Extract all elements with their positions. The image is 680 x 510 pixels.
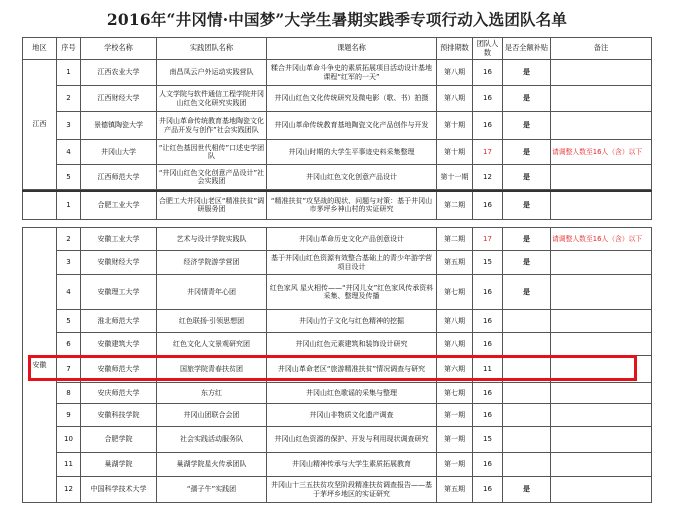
cell-team: 国旅学院青春扶贫团 <box>157 356 267 383</box>
cell-note: 请调整人数至16人（含）以下 <box>551 140 652 165</box>
cell-topic: “精准扶贫”攻坚战的现状、问题与对策：基于井冈山市茅坪乡神山村的实证研究 <box>267 191 437 219</box>
cell-period: 第十期 <box>437 112 473 140</box>
cell-topic: 井冈山竹子文化与红色精神的挖掘 <box>267 310 437 333</box>
cell-note <box>551 310 652 333</box>
cell-full: 是 <box>503 228 551 251</box>
cell-no: 11 <box>57 453 81 477</box>
cell-topic: 井冈山红色文化创意产品设计 <box>267 165 437 190</box>
cell-no: 4 <box>57 140 81 165</box>
cell-note <box>551 251 652 275</box>
table-row <box>23 86 652 112</box>
cell-full: 是 <box>503 191 551 219</box>
cell-team: 巢湖学院星火传承团队 <box>157 453 267 477</box>
cell-full <box>503 453 551 477</box>
cell-size: 17 <box>473 140 503 165</box>
cell-school: 江西财经大学 <box>81 86 157 112</box>
table-row <box>23 356 652 383</box>
cell-size: 16 <box>473 86 503 112</box>
table-row <box>23 112 652 140</box>
table-row <box>23 191 652 219</box>
cell-topic: 井冈山红色资源的保护、开发与利用现状调查研究 <box>267 427 437 453</box>
cell-full: 是 <box>503 477 551 503</box>
cell-note <box>551 356 652 383</box>
header-team: 实践团队名称 <box>157 38 267 60</box>
header-school: 学校名称 <box>81 38 157 60</box>
cell-topic: 井冈山革命老区“旅游精准扶贫”情况调查与研究 <box>267 356 437 383</box>
cell-period: 第十一期 <box>437 165 473 190</box>
cell-team: 社会实践活动服务队 <box>157 427 267 453</box>
cell-team: 井冈山团联合会团 <box>157 404 267 427</box>
cell-note <box>551 404 652 427</box>
cell-period: 第一期 <box>437 404 473 427</box>
header-period: 预排期数 <box>437 38 473 60</box>
cell-period: 第一期 <box>437 427 473 453</box>
cell-period: 第七期 <box>437 275 473 310</box>
cell-topic: 井冈山革命传统教育基地陶瓷文化产品创作与开发 <box>267 112 437 140</box>
cell-no: 4 <box>57 275 81 310</box>
cell-note <box>551 60 652 86</box>
cell-no: 2 <box>57 228 81 251</box>
cell-team: 井冈情青年心团 <box>157 275 267 310</box>
cell-topic: 井冈山红色元素建筑和装饰设计研究 <box>267 333 437 356</box>
cell-period: 第二期 <box>437 228 473 251</box>
cell-period: 第六期 <box>437 356 473 383</box>
cell-school: 江西师范大学 <box>81 165 157 190</box>
cell-school: 景德镇陶瓷大学 <box>81 112 157 140</box>
cell-school: 中国科学技术大学 <box>81 477 157 503</box>
cell-school: 江西农业大学 <box>81 60 157 86</box>
cell-size: 16 <box>473 383 503 404</box>
table-row <box>23 310 652 333</box>
cell-note <box>551 333 652 356</box>
region-cell: 安徽 <box>23 228 57 503</box>
cell-size: 16 <box>473 275 503 310</box>
cell-note <box>551 453 652 477</box>
cell-school: 安徽理工大学 <box>81 275 157 310</box>
cell-no: 9 <box>57 404 81 427</box>
cell-size: 17 <box>473 228 503 251</box>
cell-school: 井冈山大学 <box>81 140 157 165</box>
cell-period: 第八期 <box>437 60 473 86</box>
cell-team: “让红色基因世代相传”口述史学团队 <box>157 140 267 165</box>
cell-team: 南昌凤云户外运动实践营队 <box>157 60 267 86</box>
cell-size: 11 <box>473 356 503 383</box>
cell-school: 安徽师范大学 <box>81 356 157 383</box>
cell-school: 巢湖学院 <box>81 453 157 477</box>
cell-size: 16 <box>473 310 503 333</box>
cell-no: 2 <box>57 86 81 112</box>
table-row <box>23 228 652 251</box>
cell-school: 安庆师范大学 <box>81 383 157 404</box>
header-row <box>23 38 652 60</box>
cell-school: 合肥学院 <box>81 427 157 453</box>
cell-team: 经济学院游学营团 <box>157 251 267 275</box>
cell-note <box>551 86 652 112</box>
cell-topic: 井冈山红色文化传统研究及微电影（歌、书）拍摄 <box>267 86 437 112</box>
cell-topic: 井冈山非物质文化遗产调查 <box>267 404 437 427</box>
cell-team: 红色文化人文景观研究团 <box>157 333 267 356</box>
cell-period: 第八期 <box>437 310 473 333</box>
table-row <box>23 140 652 165</box>
cell-note <box>551 165 652 190</box>
cell-full: 是 <box>503 112 551 140</box>
cell-topic: 井冈山革命历史文化产品创意设计 <box>267 228 437 251</box>
cell-school: 安徽建筑大学 <box>81 333 157 356</box>
cell-size: 12 <box>473 165 503 190</box>
cell-size: 16 <box>473 60 503 86</box>
region-cell: 江西 <box>23 60 57 190</box>
cell-period: 第二期 <box>437 191 473 219</box>
cell-topic: 糅合井冈山革命斗争史的素质拓展项目活动设计基地课程“红军的一天” <box>267 60 437 86</box>
cell-topic: 井冈山十三五扶贫攻坚阶段精准扶贫调查报告——基于茅坪乡地区的实证研究 <box>267 477 437 503</box>
cell-topic: 井冈山红色歌谣的采集与整理 <box>267 383 437 404</box>
header-topic: 课题名称 <box>267 38 437 60</box>
cell-team: 井冈山革命传统教育基地陶瓷文化产品开发与创作”社会实践团队 <box>157 112 267 140</box>
cell-size: 16 <box>473 333 503 356</box>
table-row <box>23 333 652 356</box>
cell-full <box>503 427 551 453</box>
table-jiangxi <box>22 37 652 190</box>
cell-topic: 井冈山时期的大学生平事迹史料采集整理 <box>267 140 437 165</box>
table-row <box>23 251 652 275</box>
cell-size: 16 <box>473 112 503 140</box>
cell-full: 是 <box>503 251 551 275</box>
cell-full: 是 <box>503 86 551 112</box>
table-row <box>23 60 652 86</box>
cell-period: 第一期 <box>437 453 473 477</box>
cell-note: 请调整人数至16人（含）以下 <box>551 228 652 251</box>
cell-team: 人文学院与软件通信工程学院井冈山红色文化研究实践团 <box>157 86 267 112</box>
table-row <box>23 404 652 427</box>
cell-size: 15 <box>473 251 503 275</box>
cell-full <box>503 404 551 427</box>
cell-team: 合肥工大井冈山老区“精准扶贫”调研服务团 <box>157 191 267 219</box>
cell-note <box>551 427 652 453</box>
cell-no: 6 <box>57 333 81 356</box>
cell-no: 5 <box>57 165 81 190</box>
cell-period: 第十期 <box>437 140 473 165</box>
cell-full <box>503 333 551 356</box>
cell-no: 1 <box>57 60 81 86</box>
table-row <box>23 427 652 453</box>
cell-period: 第五期 <box>437 477 473 503</box>
cell-school: 安徽工业大学 <box>81 228 157 251</box>
cell-school: 合肥工业大学 <box>81 191 157 219</box>
cell-note <box>551 477 652 503</box>
cell-full: 是 <box>503 140 551 165</box>
cell-full: 是 <box>503 60 551 86</box>
cell-period: 第八期 <box>437 86 473 112</box>
table-row <box>23 477 652 503</box>
table-hefei <box>22 190 652 220</box>
table-row <box>23 383 652 404</box>
cell-no: 7 <box>57 356 81 383</box>
cell-size: 15 <box>473 427 503 453</box>
cell-no: 10 <box>57 427 81 453</box>
header-full: 是否全额补贴 <box>503 38 551 60</box>
header-no: 序号 <box>57 38 81 60</box>
cell-no: 3 <box>57 251 81 275</box>
document-title: 2016年“井冈情·中国梦”大学生暑期实践季专项行动入选团队名单 <box>106 9 568 29</box>
header-note: 备注 <box>551 38 652 60</box>
table-row <box>23 275 652 310</box>
cell-note <box>551 191 652 219</box>
cell-team: 红色联扬·引领思想团 <box>157 310 267 333</box>
cell-team: “孺子牛”实践团 <box>157 477 267 503</box>
region-cell <box>23 191 57 219</box>
cell-topic: 基于井冈山红色资源有效整合基础上的青少年游学营项目设计 <box>267 251 437 275</box>
cell-topic: 红色家风 星火相传——“井冈儿女”红色家风传承资料采集、整理及传播 <box>267 275 437 310</box>
cell-note <box>551 275 652 310</box>
cell-full <box>503 310 551 333</box>
cell-school: 安徽科技学院 <box>81 404 157 427</box>
cell-size: 16 <box>473 191 503 219</box>
cell-no: 3 <box>57 112 81 140</box>
cell-school: 安徽财经大学 <box>81 251 157 275</box>
cell-size: 16 <box>473 404 503 427</box>
cell-team: 艺术与设计学院实践队 <box>157 228 267 251</box>
table-anhui <box>22 227 652 503</box>
cell-note <box>551 383 652 404</box>
header-region: 地区 <box>23 38 57 60</box>
cell-no: 5 <box>57 310 81 333</box>
cell-full: 是 <box>503 275 551 310</box>
cell-period: 第七期 <box>437 383 473 404</box>
cell-no: 1 <box>57 191 81 219</box>
cell-full <box>503 383 551 404</box>
cell-note <box>551 112 652 140</box>
cell-no: 8 <box>57 383 81 404</box>
header-size: 团队人数 <box>473 38 503 60</box>
cell-size: 16 <box>473 453 503 477</box>
table-row <box>23 165 652 190</box>
cell-full <box>503 356 551 383</box>
cell-team: “井冈山红色文化创意产品设计”社会实践团 <box>157 165 267 190</box>
cell-period: 第五期 <box>437 251 473 275</box>
cell-size: 16 <box>473 477 503 503</box>
cell-no: 12 <box>57 477 81 503</box>
cell-topic: 井冈山精神传承与大学生素质拓展教育 <box>267 453 437 477</box>
cell-school: 淮北师范大学 <box>81 310 157 333</box>
cell-full: 是 <box>503 165 551 190</box>
table-row <box>23 453 652 477</box>
cell-team: 东方红 <box>157 383 267 404</box>
cell-period: 第八期 <box>437 333 473 356</box>
